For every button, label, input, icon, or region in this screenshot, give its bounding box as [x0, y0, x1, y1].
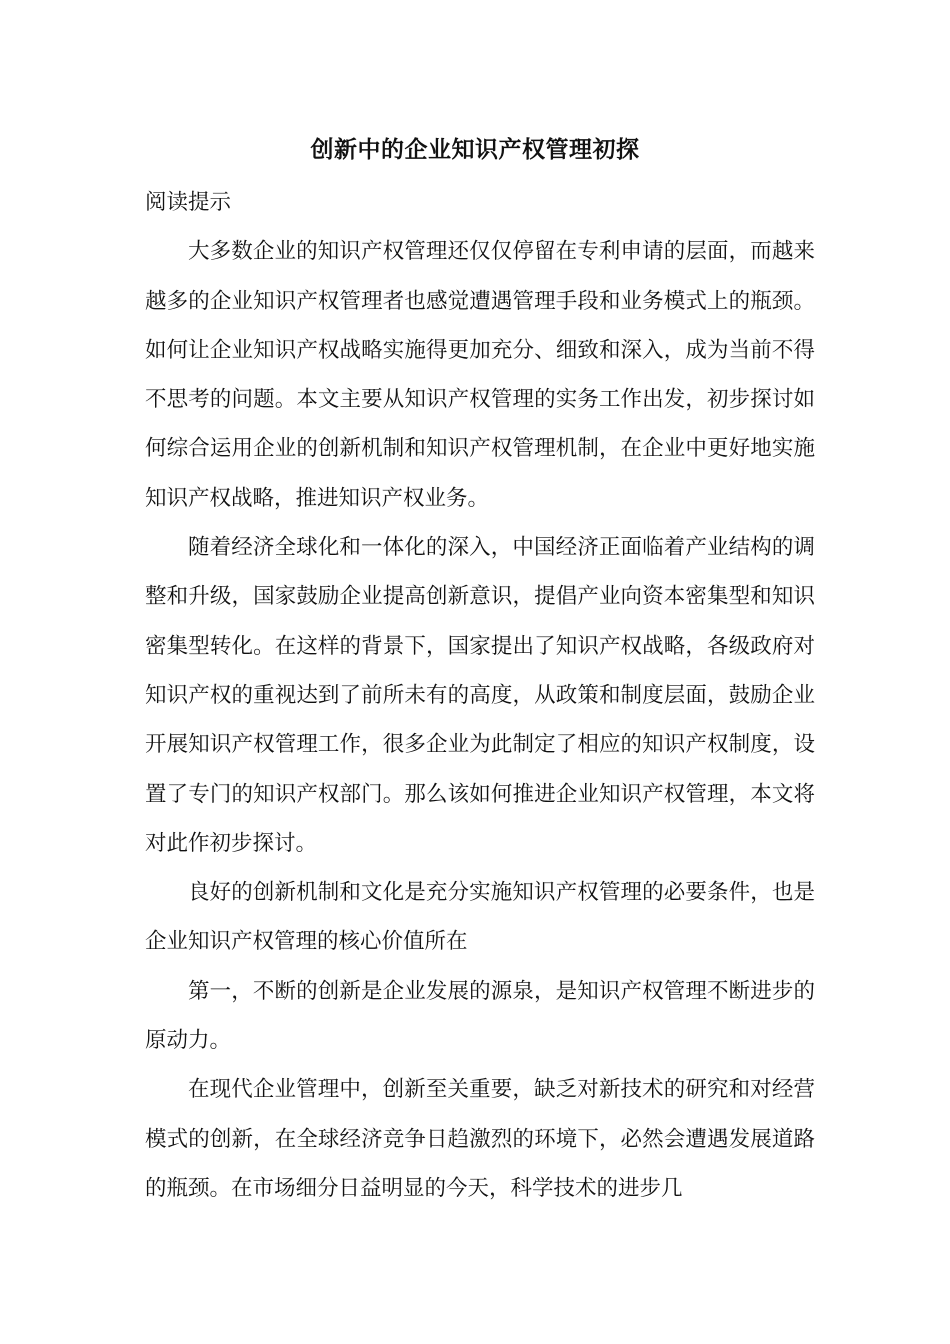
body-paragraph: 大多数企业的知识产权管理还仅仅停留在专利申请的层面，而越来越多的企业知识产权管理者也感觉遭遇管理手段和业务模式上的瓶颈。如何让企业知识产权战略实施得更加充分、细致和深入，成为当前不得不思考的问题。本文主要从知识产权管理的实务工作出发，初步探讨如何综合运用企业的创新机制和知识产权管理机制，在企业中更好地实施知识产权战略，推进知识产权业务。 [145, 239, 815, 511]
document-title: 创新中的企业知识产权管理初探 [310, 137, 640, 163]
reading-tip-heading: 阅读提示 [145, 190, 232, 215]
body-paragraph: 随着经济全球化和一体化的深入，中国经济正面临着产业结构的调整和升级，国家鼓励企业提高创新意识，提倡产业向资本密集型和知识密集型转化。在这样的背景下，国家提出了知识产权战略，各级政府对知识产权的重视达到了前所未有的高度，从政策和制度层面，鼓励企业开展知识产权管理工作，很多企业为此制定了相应的知识产权制度，设置了专门的知识产权部门。那么该如何推进企业知识产权管理，本文将对此作初步探讨。 [145, 535, 815, 856]
document-body [145, 178, 815, 1213]
section-heading: 良好的创新机制和文化是充分实施知识产权管理的必要条件，也是企业知识产权管理的核心价值所在 [145, 880, 815, 955]
body-paragraph: 第一，不断的创新是企业发展的源泉，是知识产权管理不断进步的原动力。 [145, 978, 815, 1054]
body-paragraph: 在现代企业管理中，创新至关重要，缺乏对新技术的研究和对经营模式的创新，在全球经济竞争日趋激烈的环境下，必然会遭遇发展道路的瓶颈。在市场细分日益明显的今天，科学技术的进步几 [145, 1077, 815, 1201]
